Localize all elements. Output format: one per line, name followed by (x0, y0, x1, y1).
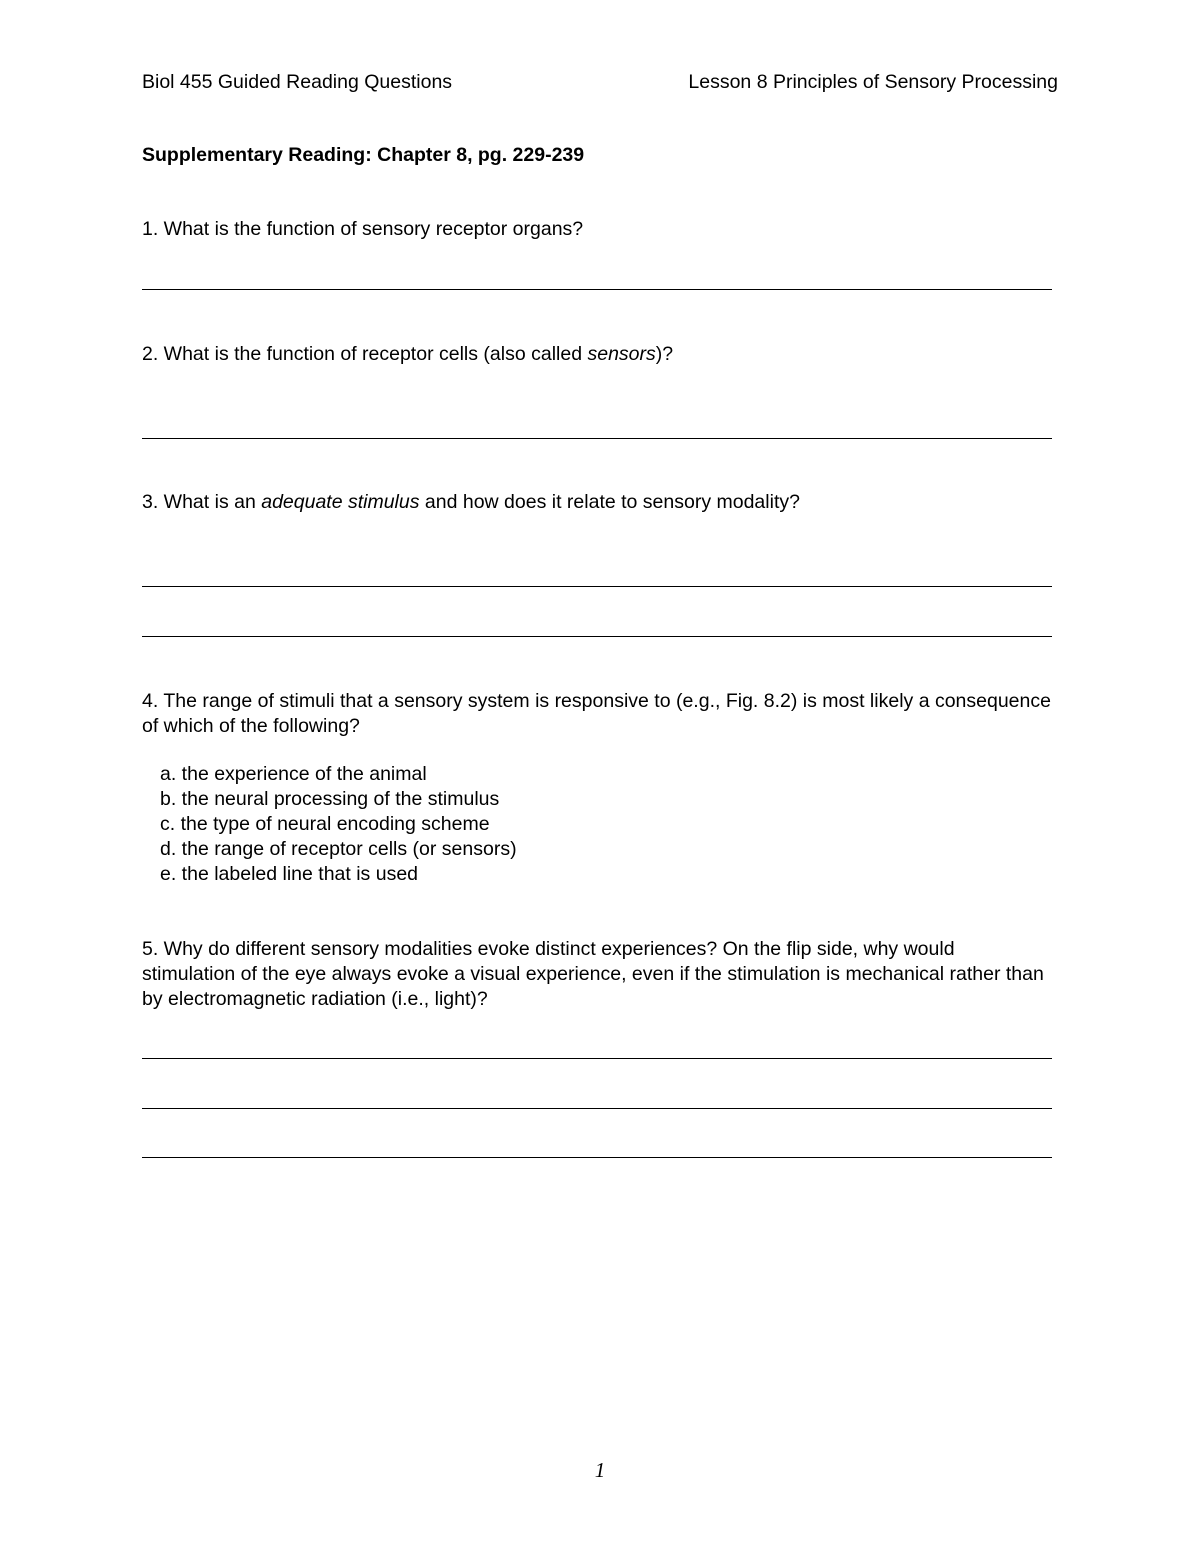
question-2 (142, 342, 1052, 367)
answer-line[interactable] (142, 438, 1052, 439)
option-b[interactable]: b. the neural processing of the stimulus (160, 788, 500, 810)
answer-line[interactable] (142, 636, 1052, 637)
header-lesson-title: Lesson 8 Principles of Sensory Processing (688, 71, 1058, 93)
question-3 (142, 490, 1052, 515)
question-4: 4. The range of stimuli that a sensory system is responsive to (e.g., Fig. 8.2) is most likely a consequence of which of the following? (142, 690, 1051, 737)
question-2-text-end: )? (655, 343, 674, 365)
question-5: 5. Why do different sensory modalities evoke distinct experiences? On the flip side, why would stimulation of the eye always evoke a visual experience, even if the stimulation is mechanical rather than by electromagnetic radiation (i.e., light)? (142, 938, 1044, 1010)
header-course-title: Biol 455 Guided Reading Questions (142, 71, 453, 93)
page-number: 1 (594, 1458, 606, 1482)
answer-line[interactable] (142, 1058, 1052, 1059)
option-d[interactable]: d. the range of receptor cells (or sensors) (160, 838, 517, 860)
question-3-term: adequate stimulus (261, 491, 420, 513)
supplementary-reading-heading: Supplementary Reading: Chapter 8, pg. 229-239 (142, 144, 585, 166)
answer-line[interactable] (142, 1157, 1052, 1158)
question-2-text-start: 2. What is the function of receptor cells (also called (142, 343, 588, 365)
question-3-text-end: and how does it relate to sensory modality? (419, 491, 800, 513)
question-2-term: sensors (587, 343, 656, 365)
answer-line[interactable] (142, 1108, 1052, 1109)
answer-line[interactable] (142, 586, 1052, 587)
question-4-options (160, 762, 517, 887)
option-e[interactable]: e. the labeled line that is used (160, 863, 419, 885)
answer-line[interactable] (142, 289, 1052, 290)
option-a[interactable]: a. the experience of the animal (160, 763, 427, 785)
question-1: 1. What is the function of sensory receptor organs? (142, 218, 584, 240)
question-3-text-start: 3. What is an (142, 491, 262, 513)
option-c[interactable]: c. the type of neural encoding scheme (160, 813, 490, 835)
